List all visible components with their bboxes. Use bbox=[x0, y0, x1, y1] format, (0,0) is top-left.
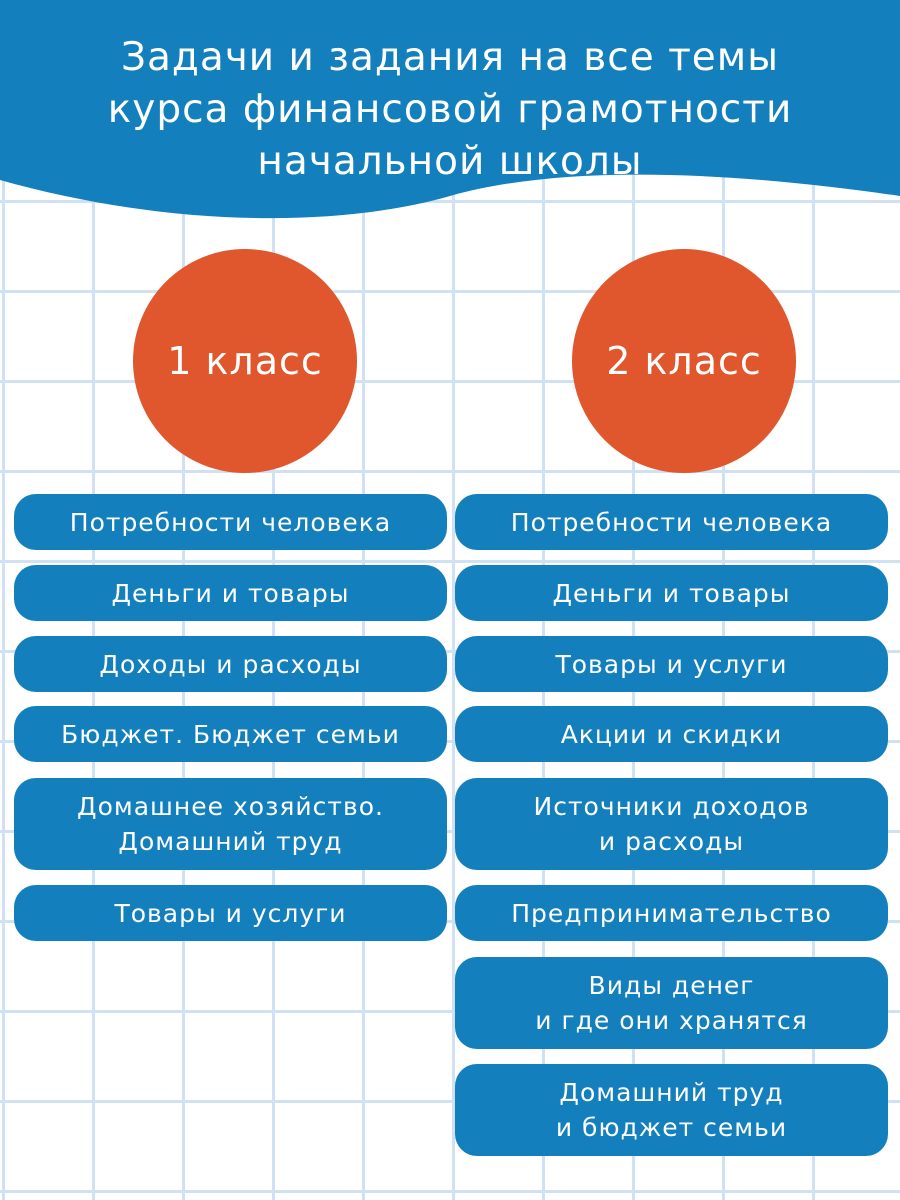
grade-2-topic-3[interactable] bbox=[455, 636, 888, 692]
grade-1-topic-4[interactable] bbox=[14, 706, 447, 762]
grade-2-label: 2 класс bbox=[606, 339, 762, 383]
topic-label: Предпринимательство bbox=[511, 898, 832, 928]
topic-label-line-1: Виды денег bbox=[588, 971, 755, 1000]
grade-1-label: 1 класс bbox=[167, 339, 323, 383]
topic-label: Бюджет. Бюджет семьи bbox=[61, 719, 400, 749]
topic-label-line-1: Домашний труд bbox=[559, 1078, 784, 1107]
topic-label-line-2: и бюджет семьи bbox=[555, 1113, 788, 1142]
topic-label-line-1: Источники доходов bbox=[533, 792, 810, 821]
grade-1-topic-6[interactable] bbox=[14, 885, 447, 941]
grade-1-badge bbox=[133, 249, 357, 473]
grade-2-topic-2[interactable] bbox=[455, 565, 888, 621]
topic-label: Потребности человека bbox=[510, 507, 833, 537]
grade-1-topic-2[interactable] bbox=[14, 565, 447, 621]
topic-label-line-2: и расходы bbox=[598, 827, 745, 856]
topic-label: Деньги и товары bbox=[552, 578, 791, 608]
topic-label: Товары и услуги bbox=[555, 649, 788, 679]
grade-2-topic-4[interactable] bbox=[455, 706, 888, 762]
grade-2-badge bbox=[572, 249, 796, 473]
topic-label-line-1: Домашнее хозяйство. bbox=[77, 792, 384, 821]
title-line-2: курса финансовой грамотности bbox=[107, 87, 793, 132]
grade-2-topic-6[interactable] bbox=[455, 885, 888, 941]
title-line-3: начальной школы bbox=[257, 139, 643, 184]
topic-label-line-2: и где они хранятся bbox=[535, 1006, 808, 1035]
grade-1-topic-1[interactable] bbox=[14, 494, 447, 550]
topic-label: Товары и услуги bbox=[114, 898, 347, 928]
topic-label-line-2: Домашний труд bbox=[118, 827, 343, 856]
grade-1-topic-5[interactable] bbox=[14, 778, 447, 870]
grade-2-topic-1[interactable] bbox=[455, 494, 888, 550]
page-title bbox=[0, 32, 900, 188]
topic-label: Доходы и расходы bbox=[99, 649, 362, 679]
title-line-1: Задачи и задания на все темы bbox=[120, 35, 780, 80]
topic-label: Акции и скидки bbox=[560, 719, 783, 749]
grade-2-topic-8[interactable] bbox=[455, 1064, 888, 1156]
header-banner bbox=[0, 0, 900, 232]
topic-label: Потребности человека bbox=[69, 507, 392, 537]
grade-1-topic-3[interactable] bbox=[14, 636, 447, 692]
grade-2-topic-5[interactable] bbox=[455, 778, 888, 870]
topic-label: Деньги и товары bbox=[111, 578, 350, 608]
grade-2-topic-7[interactable] bbox=[455, 957, 888, 1049]
